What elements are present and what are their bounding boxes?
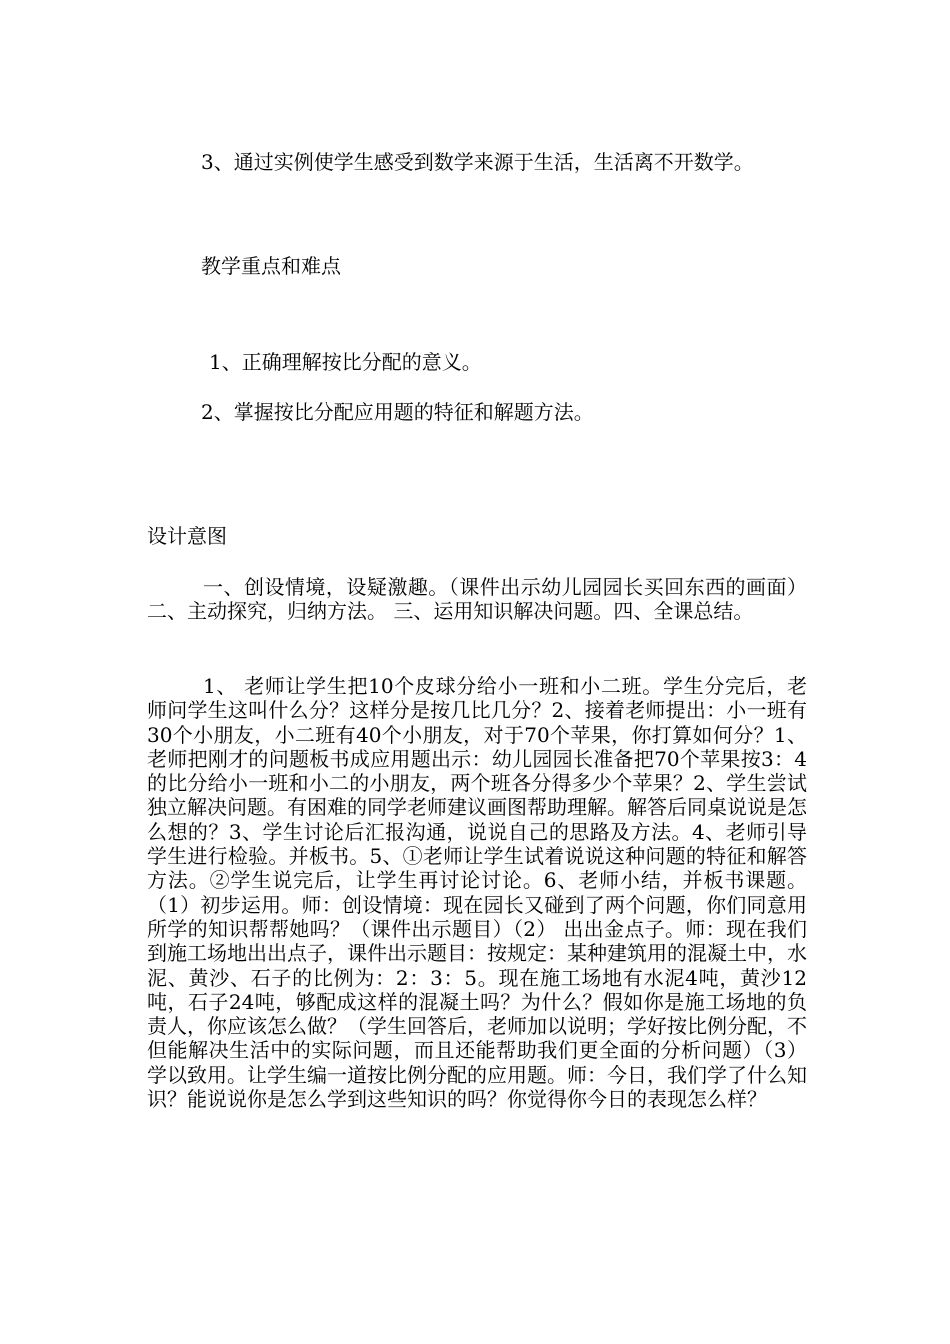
design-summary: 一、创设情境，设疑激趣。（课件出示幼儿园园长买回东西的画面） 二、主动探究，归纳方法。 三、运用知识解决问题。四、全课总结。 bbox=[147, 575, 807, 624]
objective-3: 3、通过实例使学生感受到数学来源于生活，生活离不开数学。 bbox=[201, 150, 754, 174]
key-point-2: 2、掌握按比分配应用题的特征和解题方法。 bbox=[201, 400, 594, 424]
design-body: 1、 老师让学生把10个皮球分给小一班和小二班。学生分完后，老师问学生这叫什么分？这样分是按几比几分？2、接着老师提出：小一班有30个小朋友，小二班有40个小朋友，对于70个苹果，你打算如何分？1、老师把刚才的问题板书成应用题出示：幼儿园园长准备把70个苹果按3：4的比分给小一班和小二的小朋友，两个班各分得多少个苹果？2、学生尝试独立解决问题。有困难的同学老师建议画图帮助理解。解答后同桌说说是怎么想的？3、学生讨论后汇报沟通，说说自己的思路及方法。4、老师引导学生进行检验。并板书。5、①老师让学生试着说说这种问题的特征和解答方法。②学生说完后，让学生再讨论讨论。6、老师小结，并板书课题。（1）初步运用。师：创设情境：现在园长又碰到了两个问题，你们同意用所学的知识帮帮她吗？（课件出示题目）（2） 出出金点子。师：现在我们到施工场地出出点子，课件出示题目：按规定：某种建筑用的混凝土中，水泥、黄沙、石子的比例为：2：3：5。现在施工场地有水泥4吨，黄沙12吨，石子24吨，够配成这样的混凝土吗？为什么？假如你是施工场地的负责人，你应该怎么做？（学生回答后，老师加以说明；学好按比例分配，不但能解决生活中的实际问题，而且还能帮助我们更全面的分析问题）（3） 学以致用。让学生编一道按比例分配的应用题。师：今日，我们学了什么知识？能说说你是怎么学到这些知识的吗？你觉得你今日的表现怎么样？ bbox=[147, 674, 807, 1112]
key-points-heading: 教学重点和难点 bbox=[201, 254, 341, 278]
design-heading: 设计意图 bbox=[147, 524, 227, 548]
key-point-1: 1、正确理解按比分配的意义。 bbox=[209, 350, 482, 374]
